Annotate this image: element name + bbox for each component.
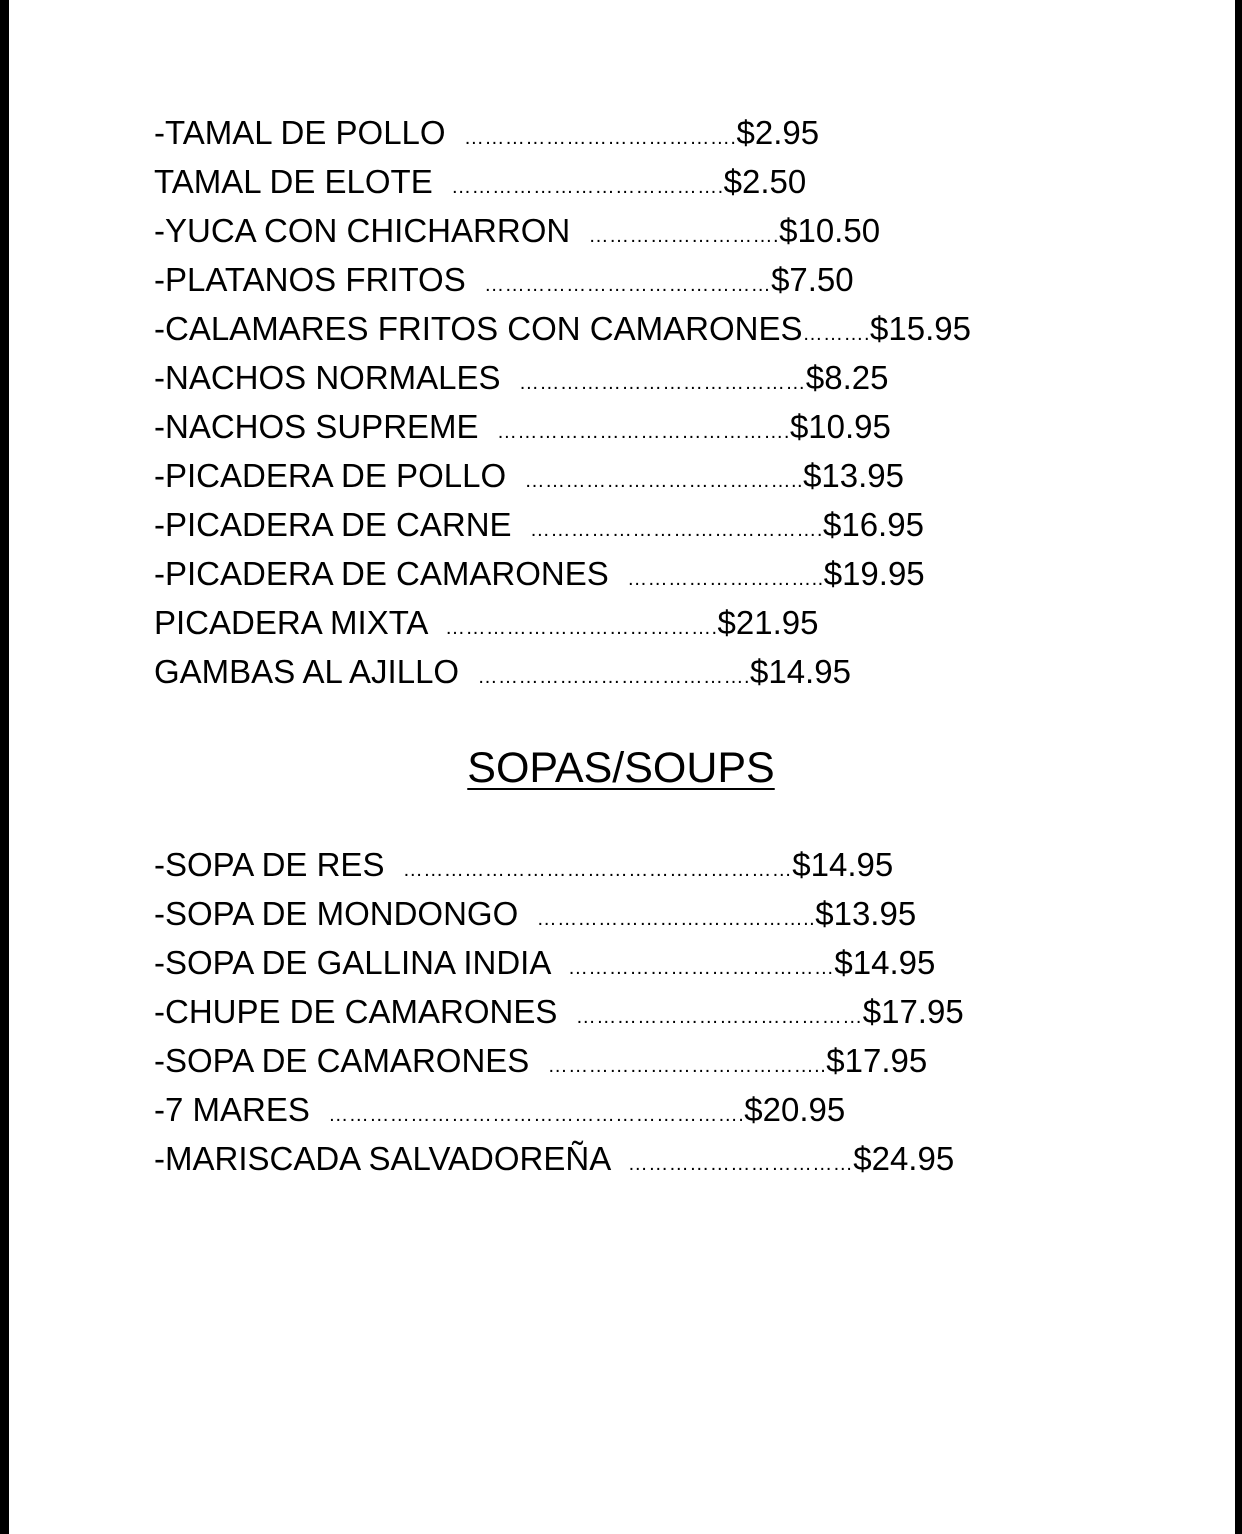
dot-leader: …………………………… bbox=[627, 1153, 854, 1175]
item-spacer bbox=[518, 895, 536, 932]
item-spacer bbox=[427, 604, 445, 641]
section-title-soups bbox=[0, 742, 1242, 794]
item-name: TAMAL DE ELOTE bbox=[154, 163, 433, 200]
dot-leader: …………………………………. bbox=[451, 176, 724, 198]
dot-leader: …………………………………… bbox=[518, 372, 806, 394]
menu-item bbox=[154, 505, 924, 545]
menu-item bbox=[154, 1139, 954, 1179]
dot-leader: ……………………………………. bbox=[529, 519, 823, 541]
item-price: $19.95 bbox=[823, 555, 925, 592]
dot-leader: …………………………………. bbox=[444, 617, 718, 639]
item-price: $16.95 bbox=[822, 506, 924, 543]
dot-leader: …………………………………… bbox=[484, 274, 772, 296]
dot-leader: ………. bbox=[802, 323, 871, 345]
item-name: -SOPA DE GALLINA INDIA bbox=[154, 944, 550, 981]
item-name: -PICADERA DE POLLO bbox=[154, 457, 507, 494]
menu-item bbox=[154, 162, 806, 202]
menu-item bbox=[154, 992, 964, 1032]
dot-leader: …………………………………… bbox=[575, 1006, 863, 1028]
menu-item bbox=[154, 358, 889, 398]
item-name: -PICADERA DE CARNE bbox=[154, 506, 512, 543]
item-name: -CHUPE DE CAMARONES bbox=[154, 993, 558, 1030]
dot-leader: ………………………………….. bbox=[524, 470, 804, 492]
menu-item bbox=[154, 113, 819, 153]
item-name: PICADERA MIXTA bbox=[154, 604, 427, 641]
dot-leader: ……………………………………. bbox=[496, 421, 790, 443]
item-price: $14.95 bbox=[792, 846, 894, 883]
menu-item bbox=[154, 943, 935, 983]
item-spacer bbox=[433, 163, 451, 200]
item-spacer bbox=[609, 555, 627, 592]
menu-item bbox=[154, 456, 904, 496]
item-price: $17.95 bbox=[826, 1042, 928, 1079]
item-price: $13.95 bbox=[815, 895, 917, 932]
menu-item bbox=[154, 652, 851, 692]
dot-leader: …………………………………. bbox=[463, 127, 737, 149]
item-spacer bbox=[529, 1042, 547, 1079]
item-price: $14.95 bbox=[834, 944, 936, 981]
item-spacer bbox=[609, 1140, 627, 1177]
item-name: -CALAMARES FRITOS CON CAMARONES bbox=[154, 310, 803, 347]
item-name: -NACHOS NORMALES bbox=[154, 359, 501, 396]
item-price: $14.95 bbox=[750, 653, 851, 690]
item-name: -TAMAL DE POLLO bbox=[154, 114, 446, 151]
dot-leader: ……………………………………………………. bbox=[328, 1104, 745, 1126]
item-name: -SOPA DE CAMARONES bbox=[154, 1042, 530, 1079]
item-price: $20.95 bbox=[744, 1091, 846, 1128]
item-name: GAMBAS AL AJILLO bbox=[154, 653, 460, 690]
item-spacer bbox=[446, 114, 464, 151]
section-title-text: SOPAS/SOUPS bbox=[467, 744, 775, 792]
item-spacer bbox=[466, 261, 484, 298]
dot-leader: ………………………………….. bbox=[536, 908, 816, 930]
item-name: -SOPA DE MONDONGO bbox=[154, 895, 519, 932]
item-spacer bbox=[570, 212, 588, 249]
item-spacer bbox=[310, 1091, 328, 1128]
item-name: -7 MARES bbox=[154, 1091, 310, 1128]
item-spacer bbox=[459, 653, 477, 690]
item-price: $10.95 bbox=[789, 408, 891, 445]
item-price: $10.50 bbox=[779, 212, 881, 249]
item-spacer bbox=[506, 457, 524, 494]
item-spacer bbox=[501, 359, 519, 396]
dot-leader: ………………………………………………… bbox=[402, 859, 793, 881]
item-price: $15.95 bbox=[870, 310, 971, 347]
item-spacer bbox=[384, 846, 402, 883]
item-price: $2.50 bbox=[723, 163, 807, 200]
menu-item bbox=[154, 407, 891, 447]
menu-item bbox=[154, 1041, 927, 1081]
item-spacer bbox=[550, 944, 568, 981]
dot-leader: ………………………………… bbox=[567, 957, 835, 979]
dot-leader: ………………………. bbox=[588, 225, 780, 247]
item-name: -PICADERA DE CAMARONES bbox=[154, 555, 609, 592]
item-spacer bbox=[557, 993, 575, 1030]
menu-item bbox=[154, 894, 916, 934]
menu-item bbox=[154, 260, 854, 300]
item-name: -NACHOS SUPREME bbox=[154, 408, 479, 445]
item-price: $2.95 bbox=[736, 114, 820, 151]
menu-item bbox=[154, 211, 880, 251]
item-price: $8.25 bbox=[805, 359, 889, 396]
dot-leader: ……………………….. bbox=[627, 568, 824, 590]
menu-item bbox=[154, 309, 971, 349]
item-name: -SOPA DE RES bbox=[154, 846, 385, 883]
item-price: $21.95 bbox=[717, 604, 819, 641]
item-price: $24.95 bbox=[853, 1140, 955, 1177]
dot-leader: …………………………………. bbox=[477, 666, 750, 688]
item-name: -YUCA CON CHICHARRON bbox=[154, 212, 571, 249]
menu-item bbox=[154, 1090, 845, 1130]
item-name: -PLATANOS FRITOS bbox=[154, 261, 466, 298]
item-price: $17.95 bbox=[862, 993, 964, 1030]
item-spacer bbox=[512, 506, 530, 543]
menu-item bbox=[154, 554, 925, 594]
menu-item bbox=[154, 845, 893, 885]
item-price: $7.50 bbox=[771, 261, 854, 298]
item-price: $13.95 bbox=[803, 457, 905, 494]
dot-leader: ………………………………….. bbox=[547, 1055, 827, 1077]
menu-item bbox=[154, 603, 818, 643]
item-spacer bbox=[479, 408, 497, 445]
item-name: -MARISCADA SALVADOREÑA bbox=[154, 1140, 610, 1177]
